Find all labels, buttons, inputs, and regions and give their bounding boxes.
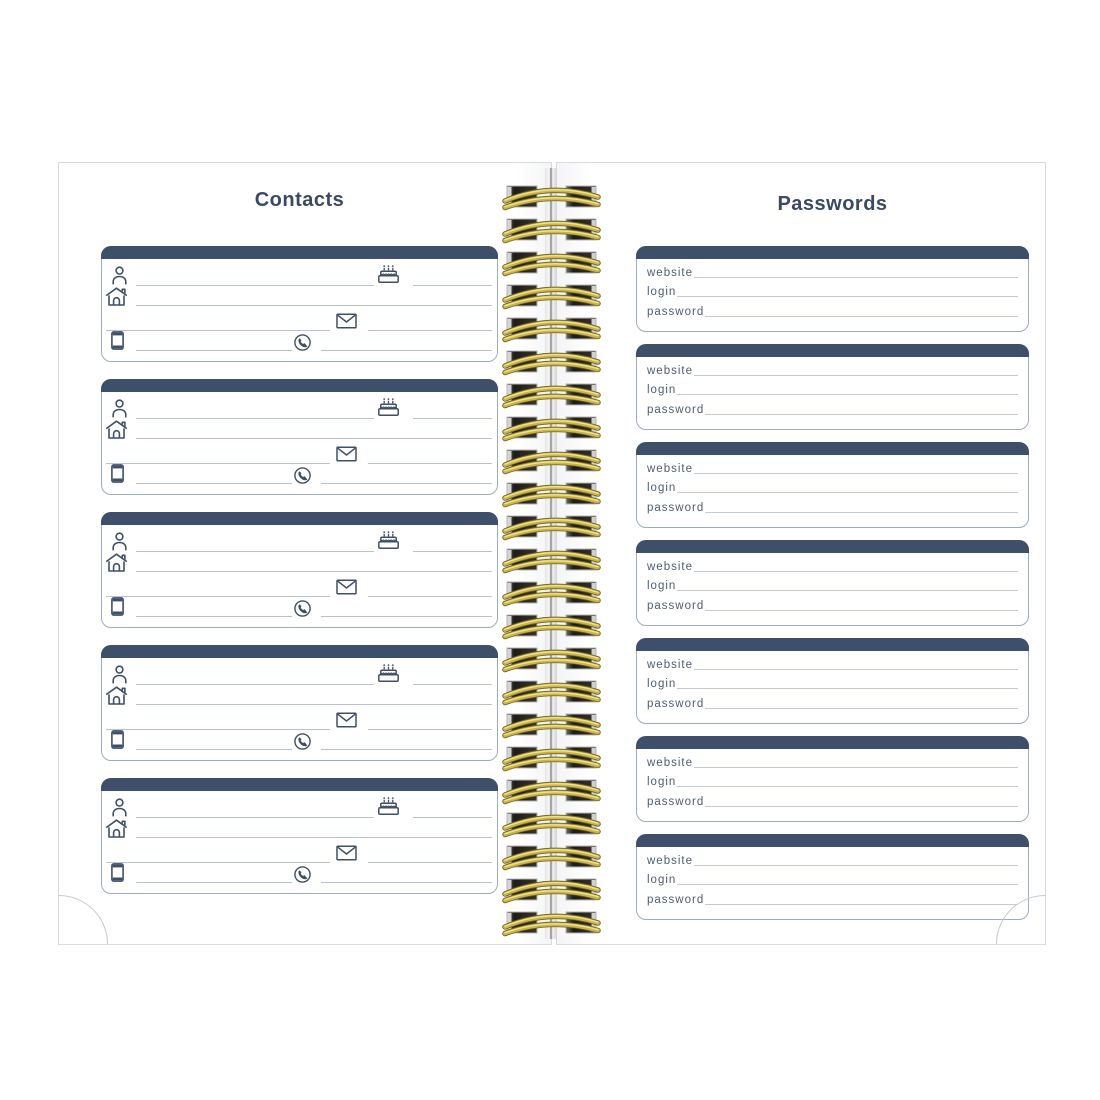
password-card (636, 638, 1029, 724)
card-header-bar (101, 512, 498, 525)
website-write-line (694, 277, 1018, 278)
password-card (636, 442, 1029, 528)
login-label: login (647, 580, 677, 592)
ruled-line (136, 571, 492, 572)
ruled-line (136, 684, 374, 685)
website-label: website (647, 267, 693, 279)
website-field-row (647, 560, 1018, 574)
person-icon (111, 665, 128, 684)
ruled-line (136, 837, 492, 838)
birthday-cake-icon (376, 795, 401, 816)
envelope-icon (336, 313, 357, 329)
ruled-line (106, 463, 330, 464)
password-write-line (705, 610, 1018, 611)
card-header-bar (101, 778, 498, 791)
login-label: login (647, 678, 677, 690)
phone-icon (294, 467, 311, 484)
login-field-row (647, 775, 1018, 789)
website-label: website (647, 659, 693, 671)
birthday-cake-icon (376, 396, 401, 417)
login-field-row (647, 873, 1018, 887)
login-write-line (677, 296, 1018, 297)
ruled-line (321, 483, 492, 484)
login-field-row (647, 481, 1018, 495)
ruled-line (136, 749, 292, 750)
password-cards-list (636, 246, 1029, 920)
contacts-page (58, 162, 552, 945)
card-header-bar (636, 638, 1029, 651)
password-label: password (647, 600, 705, 612)
ruled-line (136, 418, 374, 419)
password-write-line (705, 806, 1018, 807)
ruled-line (106, 330, 330, 331)
ruled-line (413, 817, 492, 818)
password-card (636, 540, 1029, 626)
login-field-row (647, 579, 1018, 593)
phone-icon (294, 733, 311, 750)
ruled-line (136, 438, 492, 439)
login-field-row (647, 285, 1018, 299)
home-icon (105, 287, 128, 306)
ruled-line (136, 551, 374, 552)
mobile-phone-icon (111, 464, 124, 483)
login-write-line (677, 884, 1018, 885)
ruled-line (136, 285, 374, 286)
password-field-row (647, 403, 1018, 417)
website-field-row (647, 854, 1018, 868)
person-icon (111, 399, 128, 418)
ruled-line (413, 551, 492, 552)
login-label: login (647, 384, 677, 396)
login-write-line (677, 492, 1018, 493)
card-header-bar (101, 246, 498, 259)
page-title: Contacts (254, 189, 345, 211)
card-header-bar (636, 540, 1029, 553)
passwords-page (556, 162, 1046, 945)
contact-card (101, 246, 498, 362)
website-label: website (647, 855, 693, 867)
login-label: login (647, 286, 677, 298)
password-field-row (647, 501, 1018, 515)
website-label: website (647, 757, 693, 769)
envelope-icon (336, 845, 357, 861)
envelope-icon (336, 446, 357, 462)
mobile-phone-icon (111, 597, 124, 616)
password-field-row (647, 893, 1018, 907)
password-write-line (705, 316, 1018, 317)
password-field-row (647, 795, 1018, 809)
home-icon (105, 819, 128, 838)
password-field-row (647, 697, 1018, 711)
login-write-line (677, 688, 1018, 689)
birthday-cake-icon (376, 662, 401, 683)
login-label: login (647, 482, 677, 494)
website-field-row (647, 462, 1018, 476)
password-write-line (705, 414, 1018, 415)
website-label: website (647, 463, 693, 475)
ruled-line (413, 285, 492, 286)
login-label: login (647, 776, 677, 788)
website-field-row (647, 658, 1018, 672)
mobile-phone-icon (111, 863, 124, 882)
page-title: Passwords (777, 193, 888, 215)
website-write-line (694, 571, 1018, 572)
ruled-line (136, 882, 292, 883)
spine-shadow (517, 163, 551, 944)
mobile-phone-icon (111, 730, 124, 749)
card-header-bar (636, 834, 1029, 847)
website-label: website (647, 365, 693, 377)
ruled-line (106, 729, 330, 730)
ruled-line (368, 862, 492, 863)
ruled-line (413, 684, 492, 685)
ruled-line (368, 463, 492, 464)
person-icon (111, 532, 128, 551)
phone-icon (294, 866, 311, 883)
contact-card (101, 379, 498, 495)
ruled-line (413, 418, 492, 419)
website-label: website (647, 561, 693, 573)
password-label: password (647, 502, 705, 514)
contact-card (101, 645, 498, 761)
website-write-line (694, 375, 1018, 376)
phone-icon (294, 334, 311, 351)
card-header-bar (636, 736, 1029, 749)
contact-card (101, 512, 498, 628)
ruled-line (368, 330, 492, 331)
website-write-line (694, 865, 1018, 866)
card-header-bar (636, 442, 1029, 455)
ruled-line (136, 817, 374, 818)
website-field-row (647, 364, 1018, 378)
website-write-line (694, 767, 1018, 768)
card-header-bar (636, 246, 1029, 259)
password-label: password (647, 894, 705, 906)
website-write-line (694, 473, 1018, 474)
password-write-line (705, 904, 1018, 905)
birthday-cake-icon (376, 529, 401, 550)
contact-cards-list (101, 246, 498, 894)
password-label: password (647, 698, 705, 710)
login-write-line (677, 590, 1018, 591)
corner-fold-arc (58, 895, 108, 945)
ruled-line (106, 862, 330, 863)
ruled-line (368, 729, 492, 730)
password-label: password (647, 404, 705, 416)
password-card (636, 246, 1029, 332)
password-card (636, 344, 1029, 430)
ruled-line (136, 305, 492, 306)
login-write-line (677, 394, 1018, 395)
ruled-line (136, 483, 292, 484)
password-field-row (647, 599, 1018, 613)
password-field-row (647, 305, 1018, 319)
password-card (636, 834, 1029, 920)
password-label: password (647, 796, 705, 808)
ruled-line (368, 596, 492, 597)
website-field-row (647, 756, 1018, 770)
card-header-bar (636, 344, 1029, 357)
envelope-icon (336, 579, 357, 595)
password-label: password (647, 306, 705, 318)
home-icon (105, 686, 128, 705)
login-label: login (647, 874, 677, 886)
website-write-line (694, 669, 1018, 670)
envelope-icon (336, 712, 357, 728)
ruled-line (106, 596, 330, 597)
ruled-line (321, 749, 492, 750)
birthday-cake-icon (376, 263, 401, 284)
ruled-line (321, 350, 492, 351)
ruled-line (321, 616, 492, 617)
card-header-bar (101, 645, 498, 658)
person-icon (111, 266, 128, 285)
spine-shadow (557, 163, 591, 944)
ruled-line (321, 882, 492, 883)
ruled-line (136, 616, 292, 617)
login-field-row (647, 383, 1018, 397)
website-field-row (647, 266, 1018, 280)
password-write-line (705, 708, 1018, 709)
home-icon (105, 553, 128, 572)
contact-card (101, 778, 498, 894)
home-icon (105, 420, 128, 439)
login-write-line (677, 786, 1018, 787)
card-header-bar (101, 379, 498, 392)
mobile-phone-icon (111, 331, 124, 350)
password-write-line (705, 512, 1018, 513)
login-field-row (647, 677, 1018, 691)
phone-icon (294, 600, 311, 617)
password-card (636, 736, 1029, 822)
ruled-line (136, 704, 492, 705)
person-icon (111, 798, 128, 817)
ruled-line (136, 350, 292, 351)
